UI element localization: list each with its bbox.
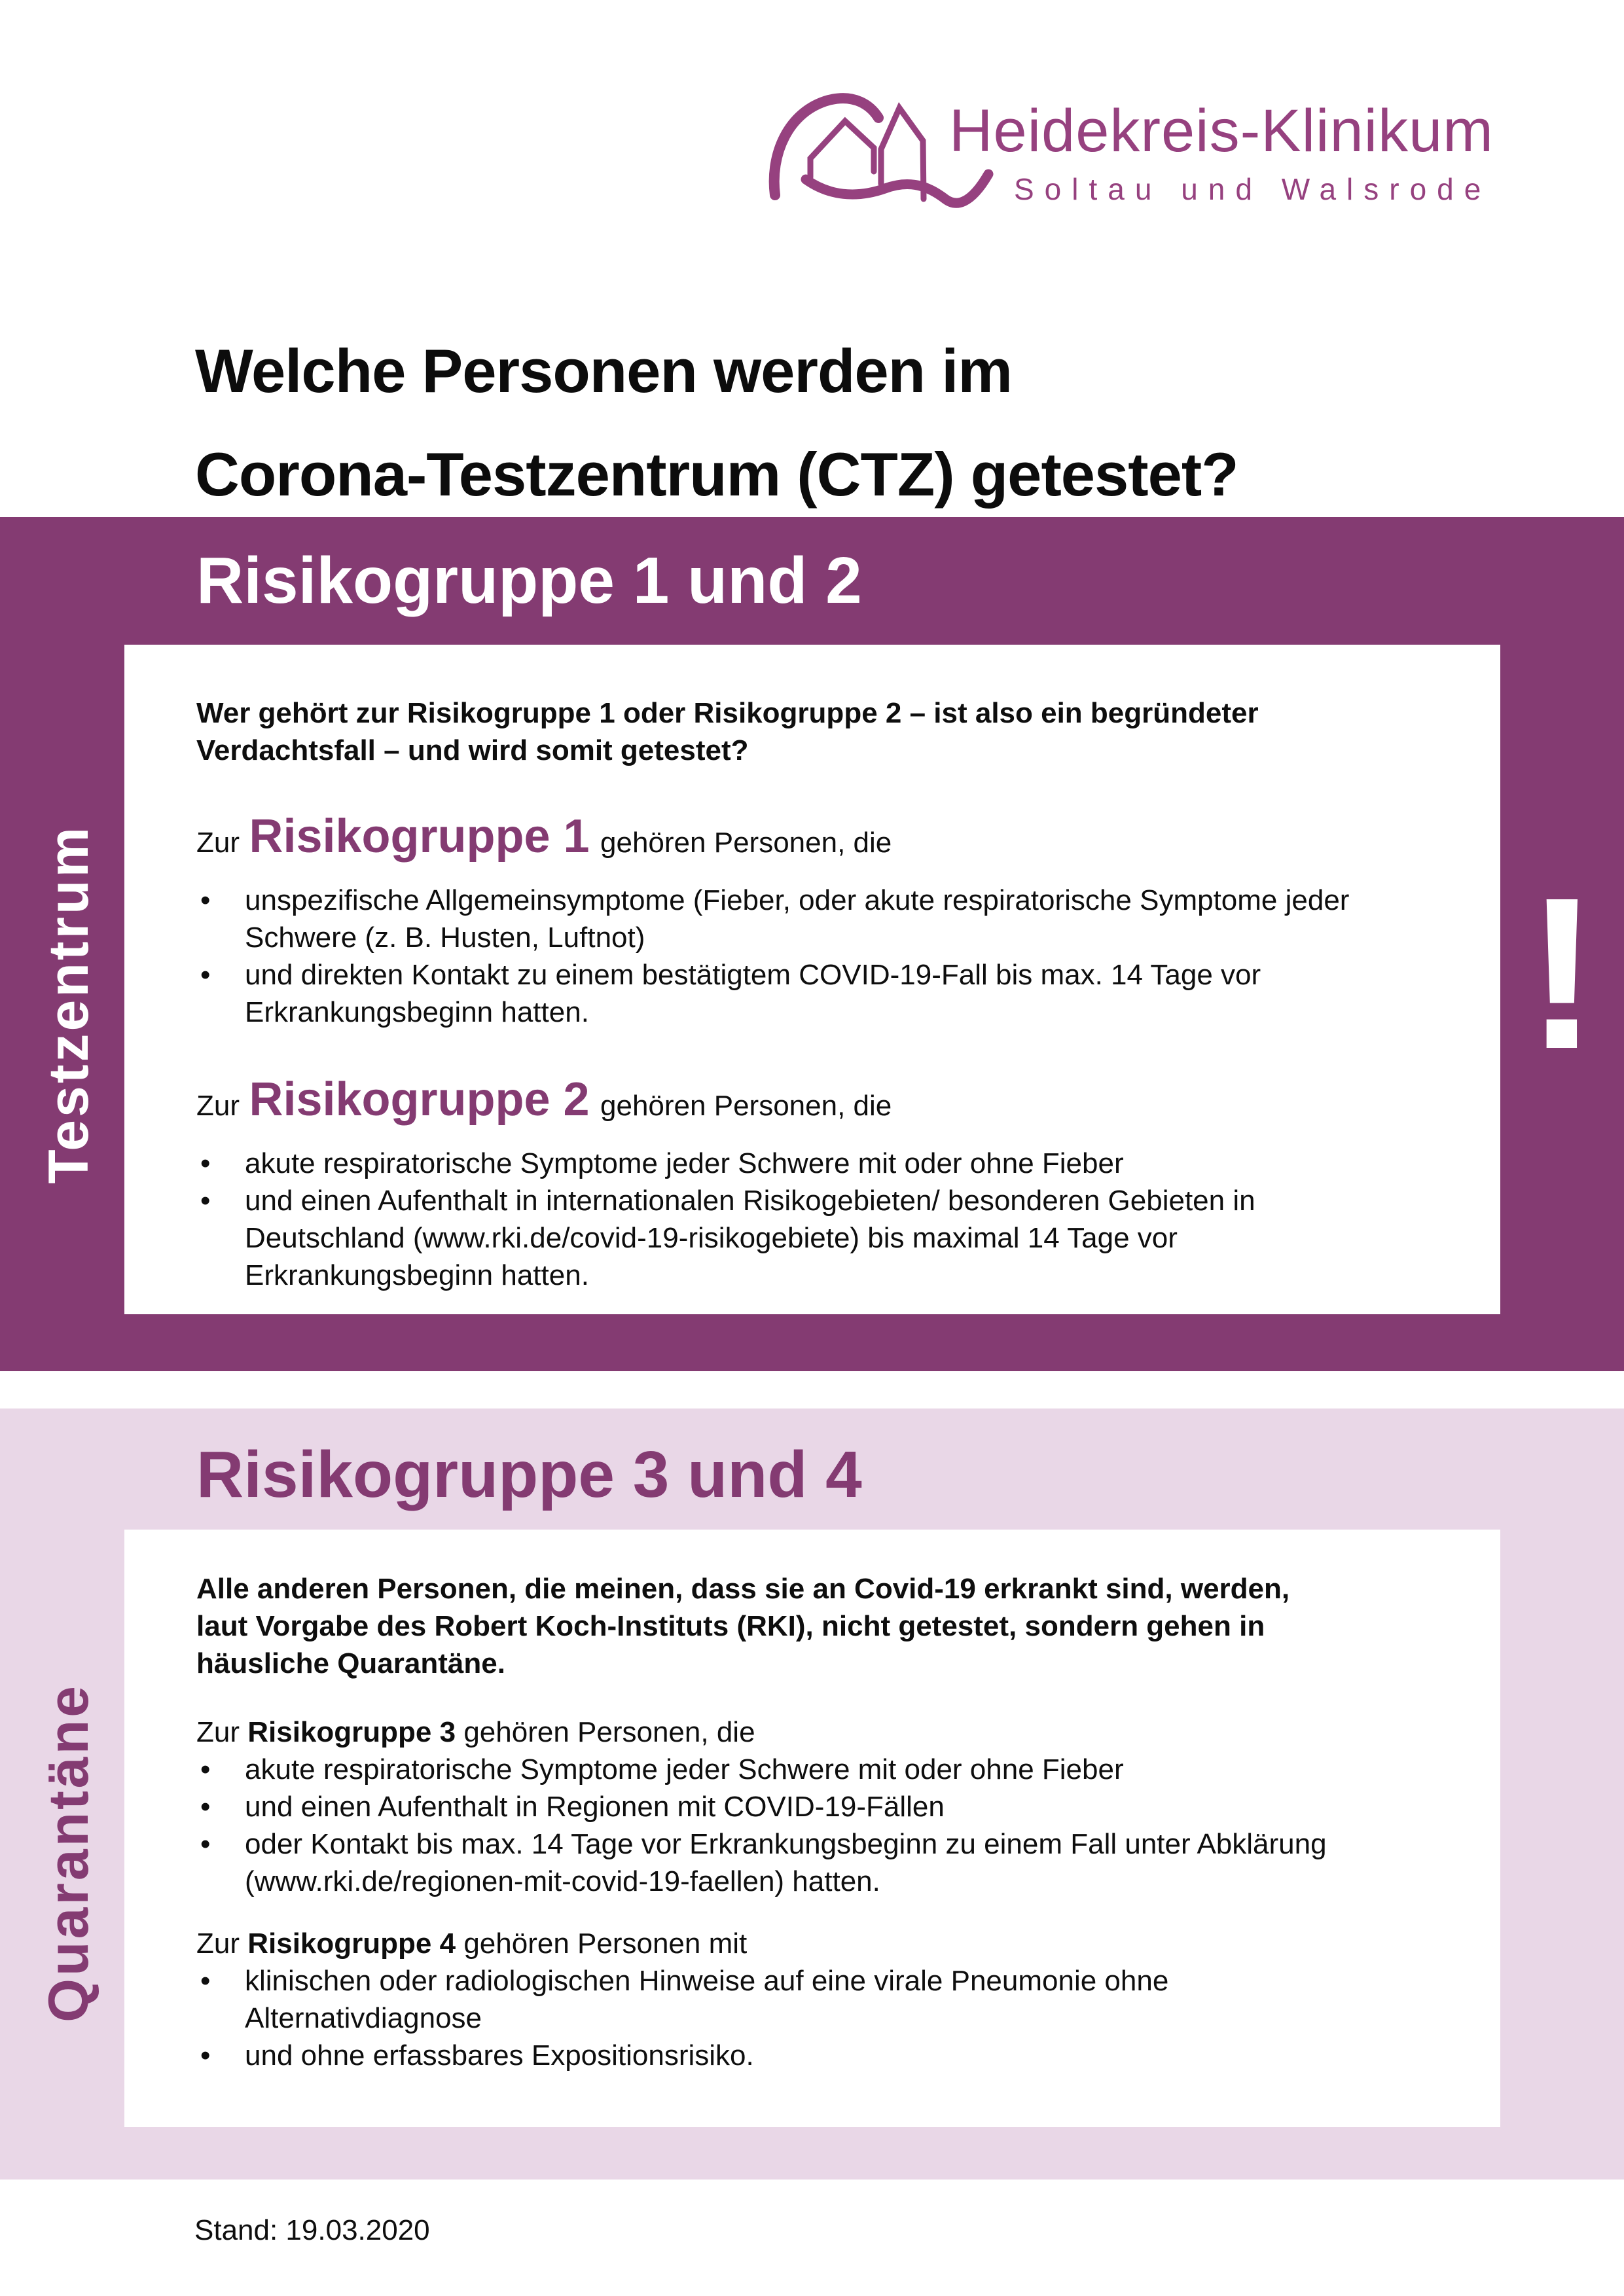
group1-bullet-list: [196, 882, 1358, 1031]
list-item: • und ohne erfassbares Expositionsrisiko.: [196, 2037, 1358, 2074]
list-item: • klinischen oder radiologischen Hinweise auf eine virale Pneumonie ohne Alternativdiagnose: [196, 1962, 1358, 2037]
section1-header: Risikogruppe 1 und 2: [196, 544, 862, 617]
list-item: • akute respiratorische Symptome jeder Schwere mit oder ohne Fieber: [196, 1751, 1358, 1788]
section1-intro: Wer gehört zur Risikogruppe 1 oder Risikogruppe 2 – ist also ein begründeter Verdachtsfall – und wird somit getestet?: [196, 697, 1259, 766]
section2-intro: Alle anderen Personen, die meinen, dass sie an Covid-19 erkrankt sind, werden, laut Vorgabe des Robert Koch-Instituts (RKI), nicht getestet, sondern gehen in häusliche Quarantäne.: [196, 1573, 1290, 1679]
group1-heading: [196, 808, 1468, 878]
group3-suffix: gehören Personen, die: [463, 1716, 755, 1748]
group3-bullet-list: [196, 1751, 1358, 1900]
section1-content-box: [124, 645, 1500, 1314]
group4-bullet-list: [196, 1962, 1358, 2074]
group4-heading: [196, 1925, 1468, 1962]
group2-bullet-list: [196, 1145, 1358, 1294]
footer-stand-date: Stand: 19.03.2020: [194, 2214, 430, 2246]
group3-heading: [196, 1713, 1468, 1751]
group3-prefix: Zur: [196, 1716, 240, 1748]
list-item: • akute respiratorische Symptome jeder Schwere mit oder ohne Fieber: [196, 1145, 1358, 1182]
clinic-logo-subtitle: Soltau und Walsrode: [1014, 172, 1492, 206]
group2-name: Risikogruppe 2: [249, 1073, 590, 1126]
side-label-testzentrum: Testzentrum: [37, 825, 100, 1184]
side-label-quarantaene: Quarantäne: [37, 1683, 100, 2022]
section-testzentrum: [0, 517, 1624, 1371]
group2-heading: [196, 1071, 1468, 1141]
group4-name: Risikogruppe 4: [247, 1928, 456, 1960]
group1-suffix: gehören Personen, die: [600, 827, 892, 859]
page-title: [195, 319, 1238, 526]
list-item: • unspezifische Allgemeinsymptome (Fieber, oder akute respiratorische Symptome jeder Schwere (z. B. Husten, Luftnot): [196, 882, 1358, 956]
exclamation-mark: !: [1526, 852, 1598, 1094]
group2-suffix: gehören Personen, die: [600, 1090, 892, 1122]
list-item: • und einen Aufenthalt in Regionen mit COVID-19-Fällen: [196, 1788, 1358, 1825]
group3-name: Risikogruppe 3: [247, 1716, 456, 1748]
group1-prefix: Zur: [196, 827, 240, 859]
section2-content-box: [124, 1530, 1500, 2127]
list-item: • und einen Aufenthalt in internationalen Risikogebieten/ besonderen Gebieten in Deutschland (www.rki.de/covid-19-risikogebiete) bis maximal 14 Tage vor Erkrankungsbeginn hatten.: [196, 1182, 1358, 1294]
group4-prefix: Zur: [196, 1928, 240, 1960]
list-item: • und direkten Kontakt zu einem bestätigtem COVID-19-Fall bis max. 14 Tage vor Erkrankungsbeginn hatten.: [196, 956, 1358, 1031]
clinic-logo-name: Heidekreis-Klinikum: [949, 98, 1494, 164]
page-title-line1: Welche Personen werden im: [195, 336, 1012, 405]
page-title-line2: Corona-Testzentrum (CTZ) getestet?: [195, 440, 1238, 509]
group1-name: Risikogruppe 1: [249, 810, 590, 863]
group4-suffix: gehören Personen mit: [463, 1928, 748, 1960]
group2-prefix: Zur: [196, 1090, 240, 1122]
section2-header: Risikogruppe 3 und 4: [196, 1438, 862, 1511]
section-quarantaene: [0, 1408, 1624, 2179]
list-item: • oder Kontakt bis max. 14 Tage vor Erkrankungsbeginn zu einem Fall unter Abklärung (www.rki.de/regionen-mit-covid-19-faellen) hatten.: [196, 1825, 1358, 1900]
